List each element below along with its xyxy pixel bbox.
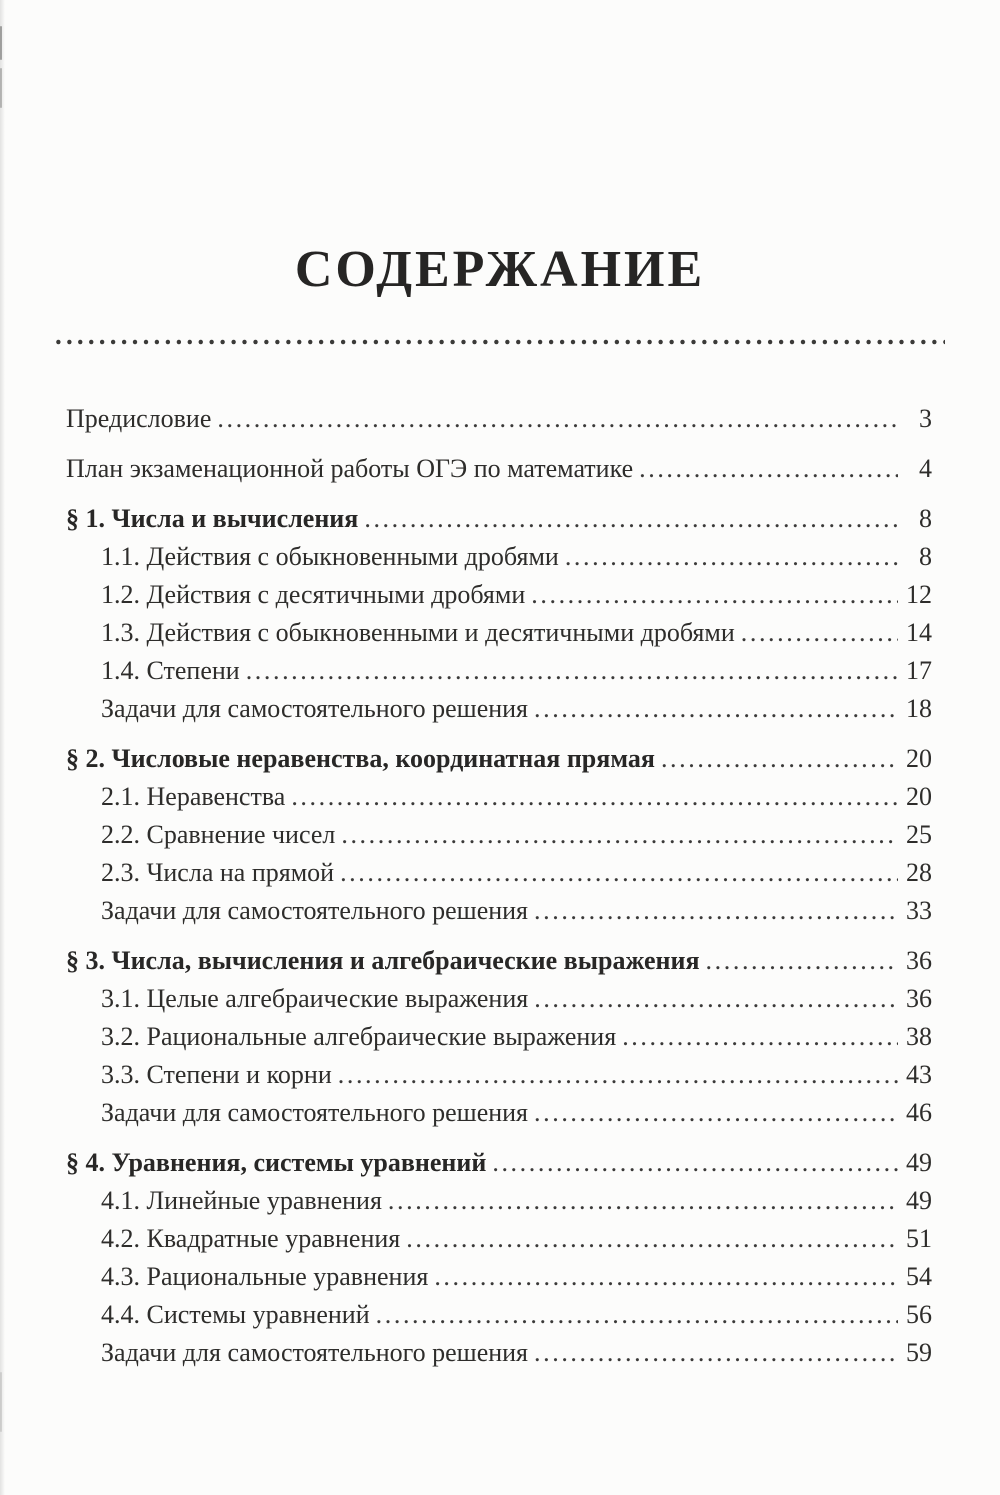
toc-entry-page-number: 38: [906, 1022, 932, 1051]
toc-entries: [66, 346, 932, 1366]
toc-entry-page-number: 8: [919, 542, 932, 571]
toc-entry: [66, 948, 932, 974]
toc-entry-page-number: 3: [919, 404, 932, 433]
toc-entry-page-number: 54: [906, 1262, 932, 1291]
toc-entry-leader-dots: [534, 1100, 898, 1126]
toc-entry: [66, 1264, 932, 1290]
toc-entry-page-number: 33: [906, 896, 932, 925]
toc-entry-leader-dots: [639, 456, 898, 482]
toc-entry-leader-dots: [341, 822, 898, 848]
toc-entry: [66, 1302, 932, 1328]
toc-entry: [66, 1150, 932, 1176]
toc-entry-leader-dots: [217, 406, 898, 432]
toc-entry-leader-dots: [534, 696, 898, 722]
toc-entry-page-number: 28: [906, 858, 932, 887]
toc-entry: [66, 506, 932, 532]
toc-entry-label: План экзаменационной работы ОГЭ по математике: [66, 454, 634, 483]
toc-entry-label: 2.3. Числа на прямой: [101, 858, 335, 887]
toc-entry-leader-dots: [340, 860, 898, 886]
toc-entry-leader-dots: [622, 1024, 898, 1050]
toc-entry-label: 2.2. Сравнение чисел: [101, 820, 336, 849]
toc-entry-label: 4.2. Квадратные уравнения: [101, 1224, 401, 1253]
toc-entry: [66, 582, 932, 608]
toc-entry-label: 3.2. Рациональные алгебраические выражения: [101, 1022, 617, 1051]
toc-entry-label: § 2. Числовые неравенства, координатная прямая: [66, 744, 655, 773]
toc-entry-page-number: 59: [906, 1338, 932, 1367]
toc-entry-label: 4.4. Системы уравнений: [101, 1300, 370, 1329]
toc-entry-label: 1.4. Степени: [101, 656, 240, 685]
toc-entry-leader-dots: [364, 506, 898, 532]
toc-entry-label: Задачи для самостоятельного решения: [101, 1098, 529, 1127]
toc-entry-leader-dots: [534, 986, 898, 1012]
toc-entry-leader-dots: [565, 544, 898, 570]
toc-entry-leader-dots: [741, 620, 898, 646]
toc-entry-label: Задачи для самостоятельного решения: [101, 896, 529, 925]
toc-entry-page-number: 49: [906, 1148, 932, 1177]
dotted-divider: [55, 330, 945, 346]
toc-entry-page-number: 20: [906, 782, 932, 811]
toc-entry-leader-dots: [661, 746, 898, 772]
toc-entry-leader-dots: [531, 582, 898, 608]
toc-entry-page-number: 25: [906, 820, 932, 849]
toc-entry: [66, 1062, 932, 1088]
toc-entry-page-number: 46: [906, 1098, 932, 1127]
toc-entry-page-number: 56: [906, 1300, 932, 1329]
toc-entry: [66, 406, 932, 432]
scan-artifact-mark: [0, 68, 2, 108]
toc-entry-label: § 1. Числа и вычисления: [66, 504, 359, 533]
toc-entry-leader-dots: [534, 898, 898, 924]
toc-entry-page-number: 14: [906, 618, 932, 647]
toc-entry-page-number: 18: [906, 694, 932, 723]
toc-entry: [66, 986, 932, 1012]
toc-entry-label: 4.3. Рациональные уравнения: [101, 1262, 429, 1291]
toc-entry-page-number: 51: [906, 1224, 932, 1253]
toc-entry: [66, 620, 932, 646]
toc-entry-page-number: 20: [906, 744, 932, 773]
toc-entry-leader-dots: [376, 1302, 898, 1328]
toc-entry-leader-dots: [246, 658, 898, 684]
toc-entry-page-number: 49: [906, 1186, 932, 1215]
toc-entry: [66, 1024, 932, 1050]
toc-entry-leader-dots: [434, 1264, 898, 1290]
toc-entry: [66, 822, 932, 848]
scan-artifact-mark: [0, 26, 2, 60]
toc-entry-leader-dots: [492, 1150, 898, 1176]
toc-entry: [66, 1100, 932, 1126]
toc-entry-page-number: 8: [919, 504, 932, 533]
page-title: СОДЕРЖАНИЕ: [294, 241, 706, 298]
toc-entry-label: § 4. Уравнения, системы уравнений: [66, 1148, 487, 1177]
toc-entry-label: Задачи для самостоятельного решения: [101, 1338, 529, 1367]
toc-entry-page-number: 36: [906, 946, 932, 975]
toc-entry-leader-dots: [706, 948, 898, 974]
toc-entry-label: Задачи для самостоятельного решения: [101, 694, 529, 723]
toc-entry-leader-dots: [534, 1340, 898, 1366]
toc-entry-label: 3.3. Степени и корни: [101, 1060, 332, 1089]
toc-entry-leader-dots: [338, 1062, 898, 1088]
toc-entry: [66, 696, 932, 722]
toc-entry: [66, 898, 932, 924]
toc-entry-label: Предисловие: [66, 404, 212, 433]
toc-entry-label: 1.2. Действия с десятичными дробями: [101, 580, 526, 609]
toc-entry: [66, 1340, 932, 1366]
toc-entry: [66, 746, 932, 772]
toc-entry-page-number: 12: [906, 580, 932, 609]
scan-edge-shadow: [0, 0, 5, 1495]
toc-entry: [66, 544, 932, 570]
toc-entry-label: 2.1. Неравенства: [101, 782, 286, 811]
toc-entry: [66, 1188, 932, 1214]
toc-entry-page-number: 43: [906, 1060, 932, 1089]
toc-entry: [66, 784, 932, 810]
toc-entry-leader-dots: [388, 1188, 898, 1214]
toc-entry-label: § 3. Числа, вычисления и алгебраические выражения: [66, 946, 700, 975]
toc-entry-page-number: 36: [906, 984, 932, 1013]
toc-entry: [66, 658, 932, 684]
toc-entry: [66, 860, 932, 886]
toc-entry: [66, 456, 932, 482]
toc-entry-leader-dots: [406, 1226, 898, 1252]
scan-artifact-mark: [0, 1372, 2, 1432]
toc-entry-label: 3.1. Целые алгебраические выражения: [101, 984, 529, 1013]
toc-entry-label: 1.1. Действия с обыкновенными дробями: [101, 542, 559, 571]
toc-entry: [66, 1226, 932, 1252]
toc-entry-page-number: 4: [919, 454, 932, 483]
toc-entry-page-number: 17: [906, 656, 932, 685]
toc-entry-leader-dots: [291, 784, 898, 810]
toc-entry-label: 1.3. Действия с обыкновенными и десятичными дробями: [101, 618, 735, 647]
toc-entry-label: 4.1. Линейные уравнения: [101, 1186, 382, 1215]
